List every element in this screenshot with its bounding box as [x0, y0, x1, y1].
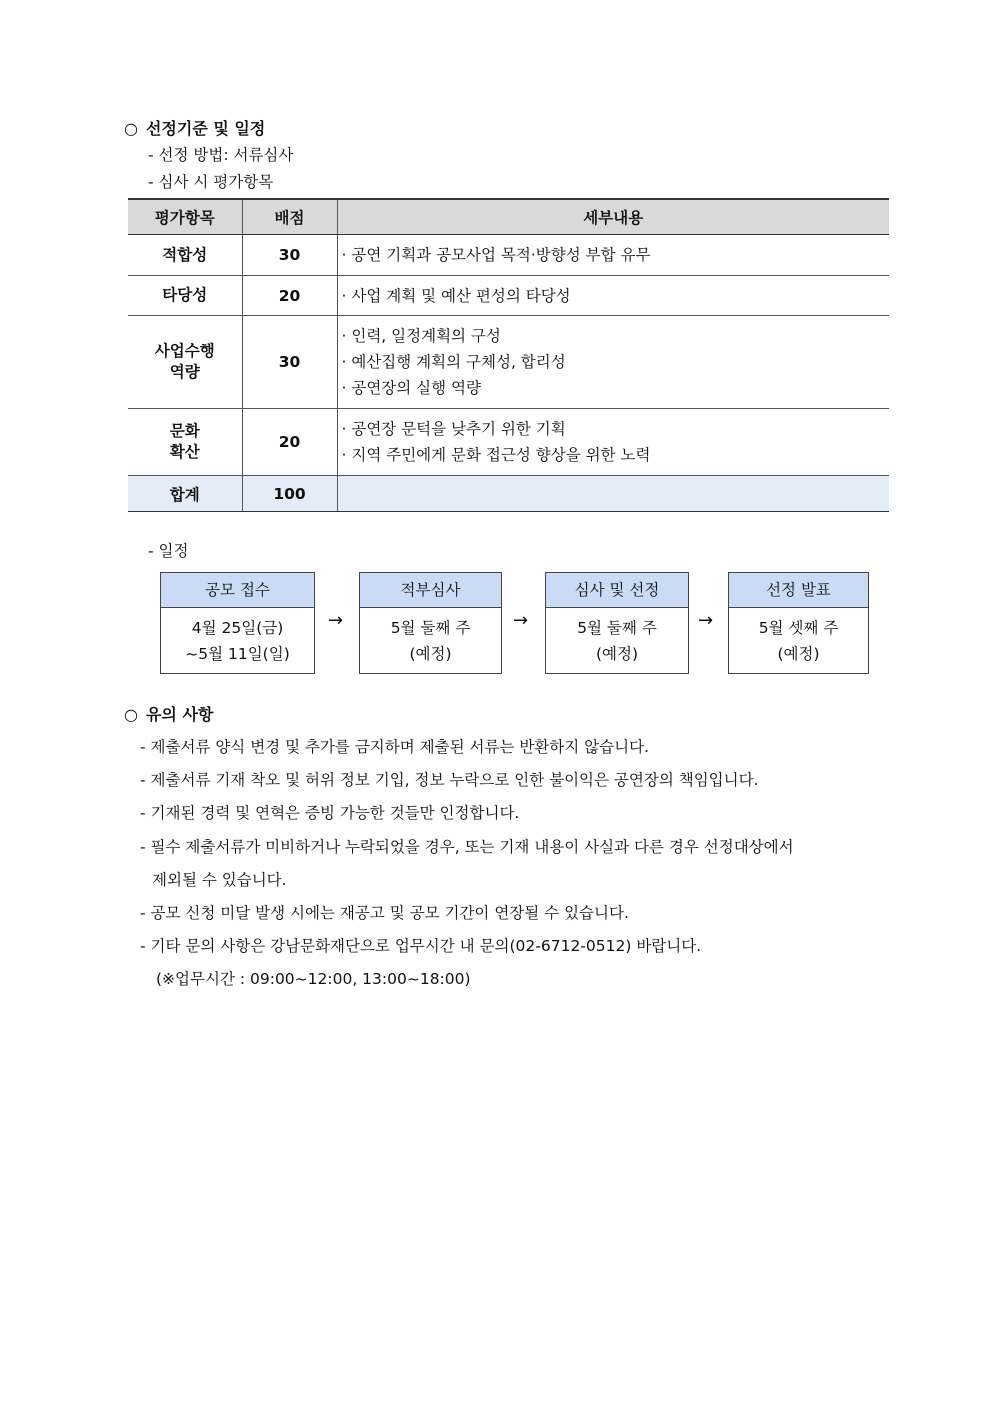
table-row [128, 235, 889, 276]
step-line: (예정) [595, 645, 639, 663]
step-body [729, 608, 868, 667]
header-score: 배점 [242, 199, 337, 235]
schedule-step-eligibility [359, 572, 502, 674]
category-line: 확산 [169, 443, 200, 461]
score-cell: 20 [242, 409, 337, 476]
note-item: - 제출서류 양식 변경 및 추가를 금지하며 제출된 서류는 반환하지 않습니다. [140, 738, 649, 756]
circle-bullet-icon: ○ [124, 119, 138, 138]
score-cell: 30 [242, 235, 337, 276]
category-cell: 적합성 [128, 235, 242, 276]
category-cell: 타당성 [128, 276, 242, 316]
category-line: 역량 [169, 363, 200, 381]
step-body [360, 608, 501, 667]
note-item: - 필수 제출서류가 미비하거나 누락되었을 경우, 또는 기재 내용이 사실과 다른 경우 선정대상에서 [140, 838, 794, 856]
table-total-row [128, 476, 889, 512]
score-cell: 20 [242, 276, 337, 316]
step-line: 5월 둘째 주 [577, 619, 657, 637]
details-cell [337, 409, 889, 476]
business-hours-note: (※업무시간 : 09:00~12:00, 13:00~18:00) [156, 970, 471, 988]
table-header-row [128, 199, 889, 235]
note-item: - 제출서류 기재 착오 및 허위 정보 기입, 정보 누락으로 인한 불이익은 공연장의 책임입니다. [140, 771, 759, 789]
section-title: 선정기준 및 일정 [145, 119, 266, 138]
details-cell [337, 276, 889, 316]
schedule-label: - 일정 [148, 542, 189, 560]
header-category: 평가항목 [128, 199, 242, 235]
table-row [128, 409, 889, 476]
total-score: 100 [242, 476, 337, 512]
category-line: 사업수행 [154, 342, 215, 360]
note-item: - 기타 문의 사항은 강남문화재단으로 업무시간 내 문의(02-6712-0512) 바랍니다. [140, 937, 702, 955]
step-title: 적부심사 [360, 573, 501, 608]
right-arrow-icon: → [328, 610, 344, 631]
step-line: 5월 둘째 주 [390, 619, 471, 637]
step-line: 5월 셋째 주 [758, 619, 839, 637]
detail-line: · 지역 주민에게 문화 접근성 향상을 위한 노력 [341, 446, 651, 464]
circle-bullet-icon: ○ [124, 705, 138, 724]
section-heading-notes [124, 702, 213, 725]
total-label: 합계 [128, 476, 242, 512]
section-title: 유의 사항 [145, 705, 214, 724]
score-cell: 30 [242, 316, 337, 409]
evaluation-table [128, 198, 889, 512]
right-arrow-icon: → [698, 610, 714, 631]
schedule-step-review [545, 572, 689, 674]
step-body [546, 608, 688, 667]
step-title: 공모 접수 [161, 573, 314, 608]
selection-method: - 선정 방법: 서류심사 [148, 146, 294, 164]
category-cell [128, 316, 242, 409]
step-title: 선정 발표 [729, 573, 868, 608]
table-row [128, 276, 889, 316]
section-heading-selection [124, 116, 265, 139]
category-line: 문화 [169, 422, 200, 440]
detail-line: · 공연장 문턱을 낮추기 위한 기획 [341, 420, 566, 438]
detail-line: · 공연 기획과 공모사업 목적·방향성 부합 유무 [341, 246, 651, 264]
step-title: 심사 및 선정 [546, 573, 688, 608]
detail-line: · 사업 계획 및 예산 편성의 타당성 [341, 286, 571, 305]
note-item: - 기재된 경력 및 연혁은 증빙 가능한 것들만 인정합니다. [140, 804, 520, 822]
step-line: 4월 25일(금) [191, 619, 284, 637]
step-line: (예정) [409, 645, 452, 663]
details-cell [337, 235, 889, 276]
category-cell [128, 409, 242, 476]
step-body [161, 608, 314, 667]
note-item: - 공모 신청 미달 발생 시에는 재공고 및 공모 기간이 연장될 수 있습니다. [140, 904, 629, 922]
detail-line: · 예산집행 계획의 구체성, 합리성 [341, 353, 566, 371]
header-details: 세부내용 [337, 199, 889, 235]
detail-line: · 공연장의 실행 역량 [341, 379, 481, 397]
step-line: ~5월 11일(일) [185, 645, 290, 663]
step-line: (예정) [777, 645, 820, 663]
schedule-step-announcement [728, 572, 869, 674]
total-empty-cell [337, 476, 889, 512]
evaluation-items-label: - 심사 시 평가항목 [148, 173, 274, 191]
right-arrow-icon: → [513, 610, 529, 631]
detail-line: · 인력, 일정계획의 구성 [341, 327, 501, 345]
table-row [128, 316, 889, 409]
details-cell [337, 316, 889, 409]
note-item-continuation: 제외될 수 있습니다. [152, 871, 287, 889]
schedule-step-application [160, 572, 315, 674]
